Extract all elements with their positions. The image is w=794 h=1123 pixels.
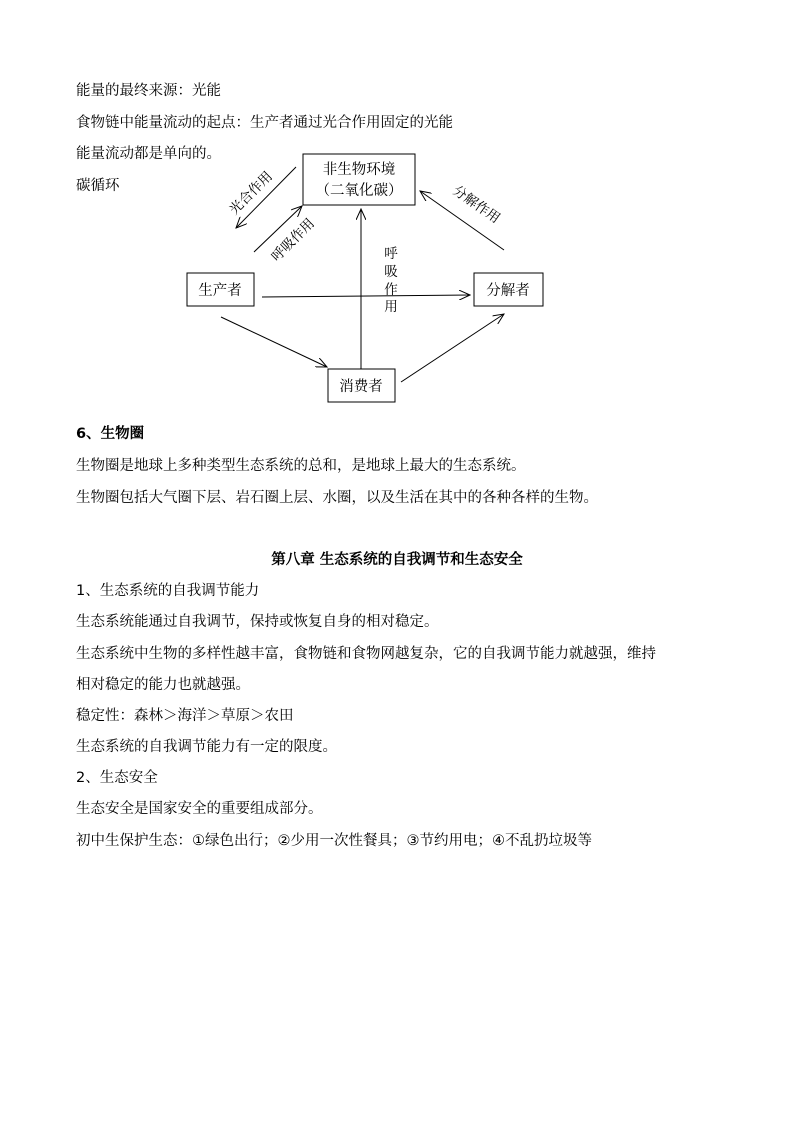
respiration-vertical-char-4: 用 xyxy=(384,299,398,315)
decomposition-label: 分解作用 xyxy=(449,182,504,227)
carbon-cycle-label: 碳循环 xyxy=(76,178,120,194)
decomposer-label: 分解者 xyxy=(486,283,530,299)
chapter-8-section-1-heading: 1、生态系统的自我调节能力 xyxy=(76,583,260,599)
chapter-8-section-2-heading: 2、生态安全 xyxy=(76,770,158,786)
carbon-cycle-diagram xyxy=(0,0,794,420)
chapter-8-stability-ranking: 稳定性：森林＞海洋＞草原＞农田 xyxy=(76,708,294,724)
chapter-8-section-1-paragraph-1: 生态系统能通过自我调节，保持或恢复自身的相对稳定。 xyxy=(76,614,439,630)
section-6-heading: 6、生物圈 xyxy=(76,426,145,442)
intro-line-one-way: 能量流动都是单向的。 xyxy=(76,146,221,162)
producer-label: 生产者 xyxy=(198,283,242,299)
intro-line-energy-source: 能量的最终来源：光能 xyxy=(76,83,221,99)
abiotic-environment-label: 非生物环境 xyxy=(322,162,396,178)
chapter-8-section-2-paragraph-1: 生态安全是国家安全的重要组成部分。 xyxy=(76,801,323,817)
respiration-vertical-char-3: 作 xyxy=(384,282,398,298)
consumer-to-decomposer-arrow xyxy=(401,314,504,382)
chapter-8-section-2-paragraph-2: 初中生保护生态：①绿色出行；②少用一次性餐具；③节约用电；④不乱扔垃圾等 xyxy=(76,833,592,849)
chapter-8-section-1-paragraph-2a: 生态系统中生物的多样性越丰富，食物链和食物网越复杂，它的自我调节能力就越强，维持 xyxy=(76,646,656,662)
chapter-8-section-1-paragraph-2b: 相对稳定的能力也就越强。 xyxy=(76,677,250,693)
producer-to-decomposer-arrow xyxy=(262,295,470,297)
section-6-paragraph-1: 生物圈是地球上多种类型生态系统的总和，是地球上最大的生态系统。 xyxy=(76,458,526,474)
section-6-paragraph-2: 生物圈包括大气圈下层、岩石圈上层、水圈，以及生活在其中的各种各样的生物。 xyxy=(76,490,598,506)
photosynthesis-label: 光合作用 xyxy=(226,168,276,218)
respiration-label: 呼吸作用 xyxy=(268,215,318,265)
producer-to-consumer-arrow xyxy=(221,317,327,367)
consumer-label: 消费者 xyxy=(339,379,383,395)
intro-line-energy-start: 食物链中能量流动的起点：生产者通过光合作用固定的光能 xyxy=(76,115,453,131)
respiration-vertical-char-2: 吸 xyxy=(384,264,398,280)
abiotic-environment-sublabel: （二氧化碳） xyxy=(315,183,403,199)
chapter-8-section-1-paragraph-4: 生态系统的自我调节能力有一定的限度。 xyxy=(76,739,337,755)
chapter-8-title: 第八章 生态系统的自我调节和生态安全 xyxy=(271,552,523,568)
respiration-vertical-char-1: 呼 xyxy=(384,246,398,262)
